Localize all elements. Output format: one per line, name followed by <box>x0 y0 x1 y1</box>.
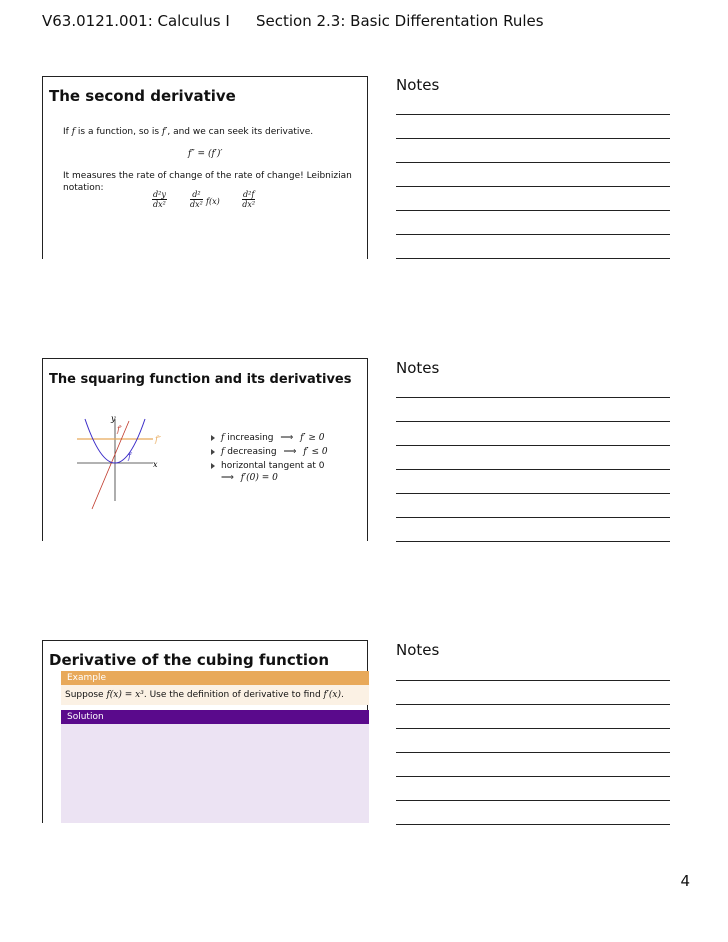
note-line[interactable] <box>396 493 670 494</box>
slide-second-derivative <box>42 76 368 259</box>
text: increasing <box>224 433 277 443</box>
slide-squaring-function <box>42 358 368 541</box>
example-header: Example <box>61 671 369 685</box>
note-line[interactable] <box>396 776 670 777</box>
leibniz-fx: f(x) <box>206 197 220 206</box>
note-line[interactable] <box>396 162 670 163</box>
note-line[interactable] <box>396 728 670 729</box>
math: f′(0) = 0 <box>240 473 278 483</box>
note-line[interactable] <box>396 210 670 211</box>
note-line[interactable] <box>396 800 670 801</box>
equation: f″ = (f′)′ <box>188 149 223 159</box>
course-title: V63.0121.001: Calculus I <box>42 12 230 30</box>
bullet-icon <box>211 435 215 441</box>
note-line[interactable] <box>396 138 670 139</box>
math-fprime: f′ <box>161 127 168 137</box>
solution-body <box>61 724 369 823</box>
fp-label: f′ <box>117 425 122 434</box>
bullet-decreasing <box>211 447 328 457</box>
bullet-horizontal-tangent <box>211 461 324 471</box>
solution-header: Solution <box>61 710 369 724</box>
text: Suppose <box>65 690 104 700</box>
slide-text-line3: notation: <box>63 183 104 193</box>
fraction-denominator: dx² <box>190 200 203 209</box>
fraction-denominator: dx² <box>242 200 256 209</box>
notes-label-1: Notes <box>396 76 440 94</box>
text: horizontal tangent at 0 <box>221 461 325 471</box>
fpp-label: f″ <box>155 435 161 444</box>
notes-label-3: Notes <box>396 641 440 659</box>
note-line[interactable] <box>396 445 670 446</box>
math: f′(x) <box>323 690 342 700</box>
y-axis-label: y <box>111 414 116 423</box>
note-line[interactable] <box>396 258 670 259</box>
bullet-horizontal-tangent-cont <box>221 473 278 483</box>
fraction-numerator: d²y <box>153 190 166 199</box>
note-line[interactable] <box>396 469 670 470</box>
bullet-icon <box>211 463 215 469</box>
fraction-numerator: d²f <box>243 190 255 199</box>
math: f′ ≤ 0 <box>303 447 328 457</box>
note-line[interactable] <box>396 680 670 681</box>
x-axis-label: x <box>153 460 158 469</box>
leibniz-fraction-3 <box>242 190 255 209</box>
leibniz-fraction-1 <box>152 190 167 209</box>
notes-label-2: Notes <box>396 359 440 377</box>
math: f′ ≥ 0 <box>300 433 325 443</box>
example-body <box>61 685 369 705</box>
bullet-increasing <box>211 433 325 443</box>
implies-arrow: ⟹ <box>221 473 234 483</box>
math-f: f <box>221 433 225 443</box>
slide-cubing-function <box>42 640 368 823</box>
slide-title: Derivative of the cubing function <box>49 651 330 669</box>
slide-text-line1 <box>63 127 313 137</box>
fraction-denominator: dx² <box>153 200 166 209</box>
note-line[interactable] <box>396 397 670 398</box>
slide-title: The squaring function and its derivatives <box>49 372 352 387</box>
text: decreasing <box>224 447 280 457</box>
implies-arrow: ⟹ <box>283 447 297 457</box>
text: , and we can seek its derivative. <box>167 127 314 137</box>
example-text <box>65 690 344 700</box>
section-title: Section 2.3: Basic Differentation Rules <box>256 12 544 30</box>
note-line[interactable] <box>396 752 670 753</box>
note-line[interactable] <box>396 517 670 518</box>
text: . <box>341 690 344 700</box>
math-f: f <box>71 127 76 137</box>
page-number: 4 <box>680 872 690 890</box>
note-line[interactable] <box>396 234 670 235</box>
note-line[interactable] <box>396 186 670 187</box>
fraction-numerator: d² <box>190 190 203 200</box>
squaring-graph <box>71 411 201 515</box>
math: f(x) = x³ <box>106 690 144 700</box>
slide-text-line2: It measures the rate of change of the rate of change! Leibnizian <box>63 171 352 181</box>
f-label: f <box>128 452 131 461</box>
note-line[interactable] <box>396 824 670 825</box>
fp-line <box>92 421 129 509</box>
note-line[interactable] <box>396 541 670 542</box>
note-line[interactable] <box>396 421 670 422</box>
leibniz-fraction-2 <box>190 190 203 209</box>
text: . Use the definition of derivative to find <box>143 690 321 700</box>
note-line[interactable] <box>396 114 670 115</box>
note-line[interactable] <box>396 704 670 705</box>
bullet-icon <box>211 449 215 455</box>
slide-title: The second derivative <box>49 87 236 105</box>
implies-arrow: ⟹ <box>280 433 294 443</box>
text: is a function, so is <box>77 127 160 137</box>
math-f: f <box>221 447 225 457</box>
text: If <box>63 127 69 137</box>
